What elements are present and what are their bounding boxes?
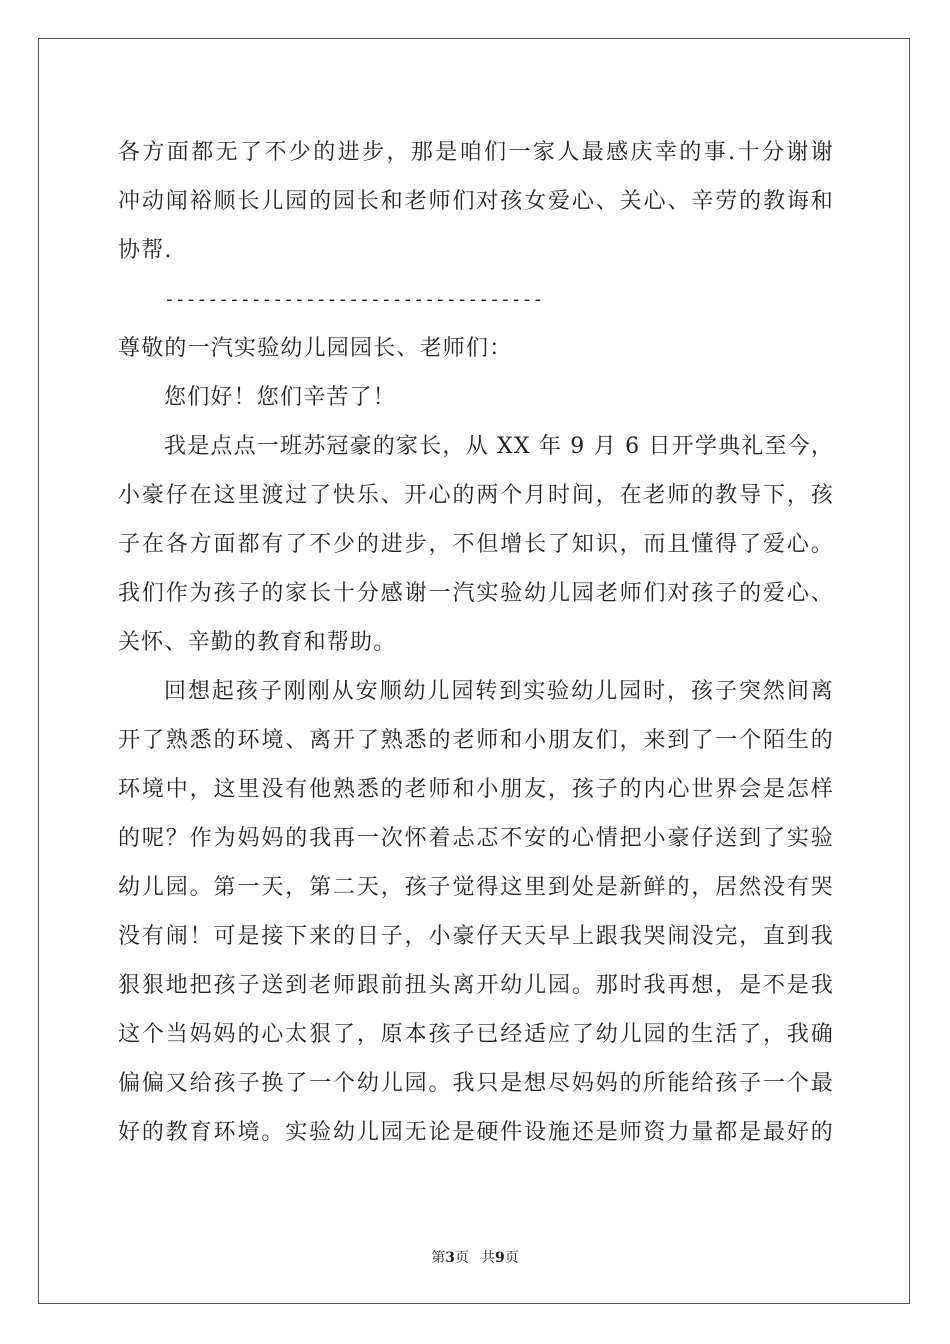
text-line: 关怀、辛勤的教育和帮助。 bbox=[118, 630, 397, 655]
greeting: 您们好！您们辛苦了！ bbox=[164, 385, 397, 410]
text-line: 冲动闻裕顺长儿园的园长和老师们对孩女爱心、关心、辛劳的教诲和 bbox=[118, 189, 834, 214]
total-prefix: 共 bbox=[481, 1250, 495, 1266]
salutation: 尊敬的一汽实验幼儿园园长、老师们： bbox=[118, 336, 513, 361]
text-line: 这个当妈妈的心太狠了，原本孩子已经适应了幼儿园的生活了，我确 bbox=[118, 1022, 834, 1047]
text-line: 偏偏又给孩子换了一个幼儿园。我只是想尽妈妈的所能给孩子一个最 bbox=[118, 1071, 834, 1096]
page-total: 9 bbox=[495, 1250, 505, 1266]
separator-line: ----------------------------------- bbox=[164, 289, 544, 310]
total-suffix: 页 bbox=[504, 1250, 519, 1266]
text-line: 协帮. bbox=[118, 238, 173, 263]
text-line: 我们作为孩子的家长十分感谢一汽实验幼儿园老师们对孩子的爱心、 bbox=[118, 581, 834, 606]
text-line: 回想起孩子刚刚从安顺幼儿园转到实验幼儿园时，孩子突然间离 bbox=[164, 679, 834, 704]
text-line: 狠狠地把孩子送到老师跟前扭头离开幼儿园。那时我再想，是不是我 bbox=[118, 973, 834, 998]
text-line: 各方面都无了不少的进步，那是咱们一家人最感庆幸的事.十分谢谢 bbox=[118, 140, 834, 165]
text-line: 小豪仔在这里渡过了快乐、开心的两个月时间，在老师的教导下，孩 bbox=[118, 483, 834, 508]
text-line: 子在各方面都有了不少的进步，不但增长了知识，而且懂得了爱心。 bbox=[118, 532, 834, 557]
page-footer bbox=[0, 1247, 950, 1267]
page-prefix: 第 bbox=[431, 1250, 446, 1266]
text-line: 我是点点一班苏冠豪的家长，从 XX 年 9 月 6 日开学典礼至今， bbox=[164, 434, 834, 459]
text-line: 没有闹！可是接下来的日子，小豪仔天天早上跟我哭闹没完，直到我 bbox=[118, 924, 834, 949]
text-line: 好的教育环境。实验幼儿园无论是硬件设施还是师资力量都是最好的 bbox=[118, 1120, 834, 1145]
text-line: 开了熟悉的环境、离开了熟悉的老师和小朋友们，来到了一个陌生的 bbox=[118, 728, 834, 753]
text-line: 幼儿园。第一天，第二天，孩子觉得这里到处是新鲜的，居然没有哭 bbox=[118, 875, 834, 900]
text-line: 环境中，这里没有他熟悉的老师和小朋友，孩子的内心世界会是怎样 bbox=[118, 777, 834, 802]
page-number: 3 bbox=[445, 1250, 455, 1266]
text-line: 的呢？作为妈妈的我再一次怀着忐忑不安的心情把小豪仔送到了实验 bbox=[118, 826, 834, 851]
document-body bbox=[118, 128, 834, 1157]
page-suffix: 页 bbox=[455, 1250, 469, 1266]
